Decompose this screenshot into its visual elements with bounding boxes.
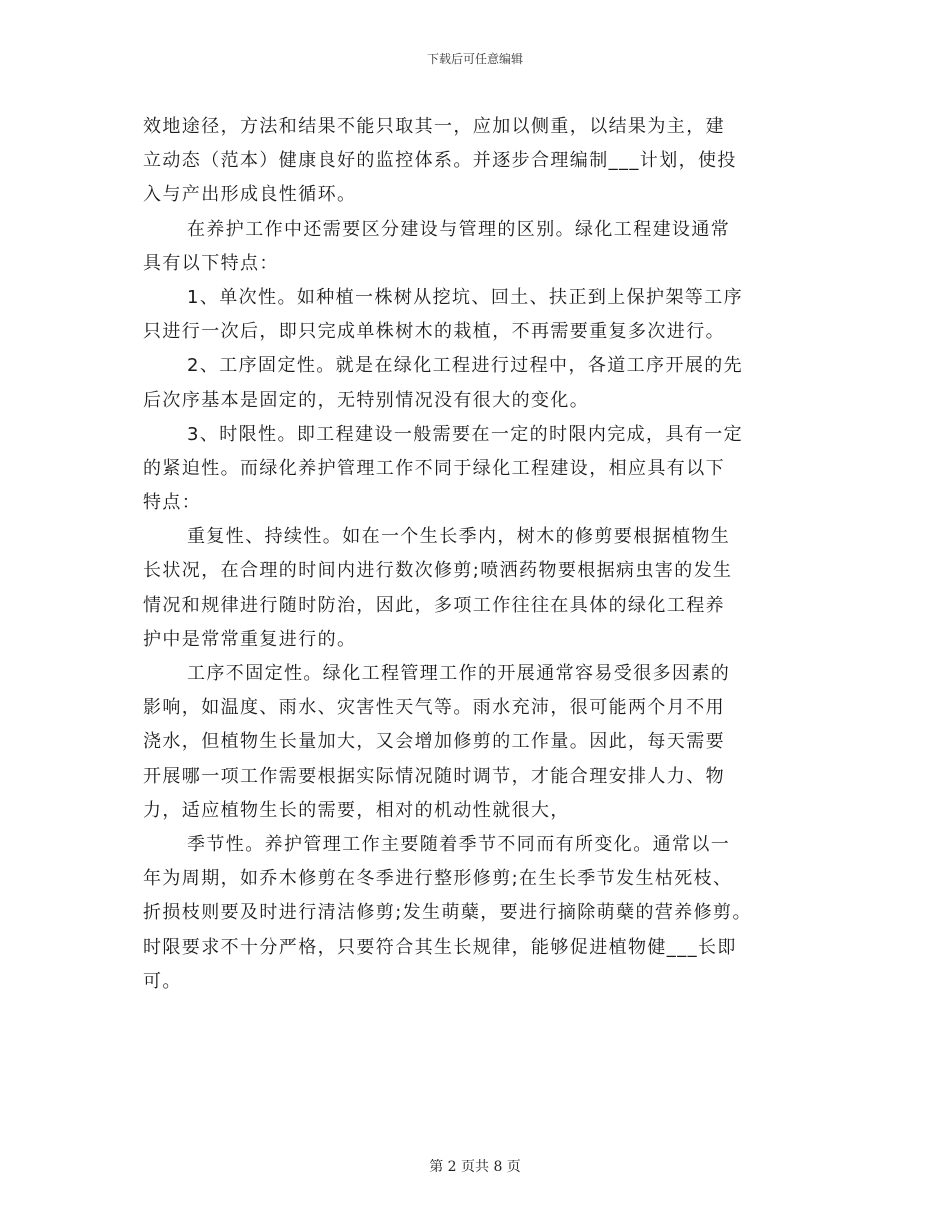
text-line: 入与产出形成良性循环。 xyxy=(143,184,357,206)
text-line: 的紧迫性。而绿化养护管理工作不同于绿化工程建设，相应具有以下 xyxy=(143,457,725,479)
text-line: 具有以下特点： xyxy=(143,252,279,274)
text-line: 只进行一次后，即只完成单株树木的栽植，不再需要重复多次进行。 xyxy=(143,321,725,343)
text-line: 情况和规律进行随时防治，因此，多项工作往往在具体的绿化工程养 xyxy=(143,594,725,616)
text-line: 可。 xyxy=(143,970,182,992)
text-line: 时限要求不十分严格，只要符合其生长规律，能够促进植物健___长即 xyxy=(143,936,737,958)
text-line: 浇水，但植物生长量加大，又会增加修剪的工作量。因此，每天需要 xyxy=(143,731,725,753)
page-header: 下载后可任意编辑 xyxy=(426,52,523,66)
text-line: 效地途径，方法和结果不能只取其一，应加以侧重，以结果为主，建 xyxy=(143,116,725,137)
text-line: 长状况，在合理的时间内进行数次修剪;喷洒药物要根据病虫害的发生 xyxy=(143,560,733,582)
document-body xyxy=(143,110,843,999)
text-line: 立动态（范本）健康良好的监控体系。并逐步合理编制___计划，使投 xyxy=(143,150,737,172)
text-line: 力，适应植物生长的需要，相对的机动性就很大， xyxy=(143,799,570,821)
paragraph-first-line: 1、单次性。如种植一株树从挖坑、回土、扶正到上保护架等工序 xyxy=(187,286,744,308)
paragraph-first-line: 重复性、持续性。如在一个生长季内，树木的修剪要根据植物生 xyxy=(187,526,731,548)
text-line: 后次序基本是固定的，无特别情况没有很大的变化。 xyxy=(143,389,590,411)
paragraph-first-line: 在养护工作中还需要区分建设与管理的区别。绿化工程建设通常 xyxy=(187,218,731,240)
text-line: 护中是常常重复进行的。 xyxy=(143,628,357,650)
paragraph-first-line: 季节性。养护管理工作主要随着季节不同而有所变化。通常以一 xyxy=(187,833,731,855)
paragraph-first-line: 工序不固定性。绿化工程管理工作的开展通常容易受很多因素的 xyxy=(187,663,731,684)
paragraph-first-line: 2、工序固定性。就是在绿化工程进行过程中，各道工序开展的先 xyxy=(187,355,744,377)
text-line: 开展哪一项工作需要根据实际情况随时调节，才能合理安排人力、物 xyxy=(143,765,725,787)
text-line: 特点： xyxy=(143,492,202,514)
text-line: 折损枝则要及时进行清洁修剪;发生萌蘖，要进行摘除萌蘖的营养修剪。 xyxy=(143,902,752,924)
text-line: 影响，如温度、雨水、灾害性天气等。雨水充沛，很可能两个月不用 xyxy=(143,697,725,719)
paragraph-first-line: 3、时限性。即工程建设一般需要在一定的时限内完成，具有一定 xyxy=(187,423,744,445)
text-line: 年为周期，如乔木修剪在冬季进行整形修剪;在生长季节发生枯死枝、 xyxy=(143,868,733,890)
page-footer: 第 2 页共 8 页 xyxy=(429,1159,521,1175)
